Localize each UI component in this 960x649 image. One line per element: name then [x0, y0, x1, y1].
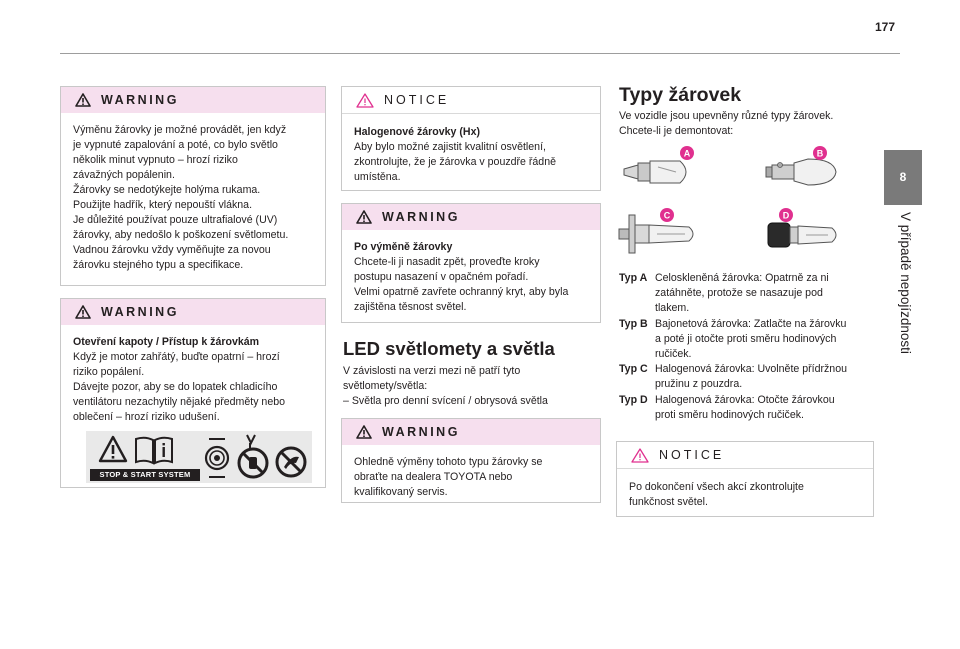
text-line: Vadnou žárovku vždy vyměňujte za novou	[73, 244, 271, 256]
type-key: Typ A	[619, 272, 648, 284]
warning-header	[342, 419, 600, 445]
text-line: Halogenová žárovka: Otočte žárovkou	[655, 393, 835, 406]
fan-hazard-icon	[204, 437, 230, 479]
text-line: Ve vozidle jsou upevněny různé typy žárovek.	[619, 110, 834, 122]
no-loose-clothing-icon	[274, 445, 308, 479]
bulb-types-title: Typy žárovek	[619, 84, 742, 106]
notice-triangle-icon	[631, 448, 649, 463]
text-line: oblečení – hrozí riziko udušení.	[73, 411, 220, 423]
led-section-title: LED světlomety a světla	[343, 338, 555, 359]
text-line: umístěna.	[354, 171, 401, 183]
bulb-type-b-illustration	[762, 145, 842, 195]
text-line: ručiček.	[655, 348, 692, 361]
notice-header	[617, 442, 873, 469]
bulb-type-d-illustration	[762, 205, 852, 263]
bulb-badge-c: C	[663, 210, 671, 221]
text-line: zajištěna těsnost světel.	[354, 301, 467, 313]
list-item	[619, 271, 881, 317]
warning-heading: Otevření kapoty / Přístup k žárovkám	[73, 336, 260, 348]
text-line: kvalifikovaný servis.	[354, 486, 448, 498]
type-key: Typ C	[619, 363, 648, 376]
text-line: proti směru hodinových ručiček.	[655, 408, 804, 421]
text-line: žárovku stejného typu a specifikace.	[73, 259, 244, 271]
text-line: zkontrolujte, že je žárovka v pouzdře řádně	[354, 156, 556, 168]
text-line: Žárovky se nedotýkejte holýma rukama.	[73, 184, 261, 196]
notice-triangle-icon	[356, 93, 374, 108]
warning-triangle-icon	[75, 305, 91, 319]
notice-box-check-lights	[616, 441, 874, 517]
text-line: Halogenová žárovka: Uvolněte přídržnou	[655, 363, 847, 376]
text-line: závažných popálenin.	[73, 169, 175, 181]
text-line: Dávejte pozor, aby se do lopatek chladicího	[73, 381, 278, 393]
notice-label: NOTICE	[384, 93, 450, 107]
hazard-pictogram-banner	[86, 431, 312, 483]
warning-triangle-icon	[356, 210, 372, 224]
bulb-badge-a: A	[683, 148, 691, 159]
warning-label: WARNING	[382, 425, 460, 439]
warning-label: WARNING	[101, 93, 179, 107]
text-line: Aby bylo možné zajistit kvalitní osvětlení,	[354, 141, 546, 153]
text-line: zatáhněte, protože se nasazuje pod	[655, 287, 823, 300]
type-key: Typ D	[619, 393, 648, 406]
text-line: Je důležité používat pouze ultrafialové (UV)	[73, 214, 278, 226]
top-divider	[60, 53, 900, 54]
warning-box-bulb-replacement	[60, 86, 326, 286]
text-line: riziko popálení.	[73, 366, 145, 378]
notice-box-halogen	[341, 86, 601, 191]
warning-label: WARNING	[382, 210, 460, 224]
text-line: Po dokončení všech akcí zkontrolujte	[629, 481, 804, 493]
notice-header	[342, 87, 600, 114]
list-item	[619, 362, 881, 392]
text-line: Když je motor zahřátý, buďte opatrní – hrozí	[73, 351, 280, 363]
text-line: Chcete-li je demontovat:	[619, 125, 734, 137]
warning-triangle-icon	[98, 435, 128, 463]
warning-box-led	[341, 418, 601, 503]
text-line: tlakem.	[655, 302, 690, 315]
warning-label: WARNING	[101, 305, 179, 319]
text-line: pružinu z pouzdra.	[655, 378, 743, 391]
stop-start-system-label: STOP & START SYSTEM	[90, 469, 200, 481]
warning-heading: Po výměně žárovky	[354, 241, 453, 253]
warning-triangle-icon	[356, 425, 372, 439]
bulb-types-list	[619, 271, 881, 423]
warning-triangle-icon	[75, 93, 91, 107]
text-line: Výměnu žárovky je možné provádět, jen když	[73, 124, 287, 136]
text-line: Celoskleněná žárovka: Opatrně za ni	[655, 272, 829, 284]
text-line: žárovky, aby nedošlo k poškození světlometu.	[73, 229, 289, 241]
text-line: a poté ji otočte proti směru hodinových	[655, 332, 837, 345]
text-line: Použijte hadřík, který nepouští vlákna.	[73, 199, 253, 211]
text-line: Chcete-li ji nasadit zpět, proveďte kroky	[354, 256, 540, 268]
no-hands-icon	[236, 433, 270, 481]
bulb-type-a-illustration	[618, 145, 698, 195]
list-item	[619, 317, 881, 363]
text-line: obraťte na dealera TOYOTA nebo	[354, 471, 513, 483]
text-line: je vypnuté zapalování a poté, co bylo světlo	[73, 139, 278, 151]
chapter-tab[interactable]: 8	[884, 150, 922, 205]
text-line: Ohledně výměny tohoto typu žárovky se	[354, 456, 543, 468]
bulb-badge-d: D	[782, 210, 790, 221]
page-number: 177	[875, 20, 896, 34]
warning-box-after-replacement	[341, 203, 601, 323]
type-key: Typ B	[619, 317, 648, 330]
warning-header	[61, 87, 325, 113]
text-line: V závislosti na verzi mezi ně patří tyto	[343, 365, 521, 377]
text-line: Velmi opatrně zavřete ochranný kryt, aby byla	[354, 286, 569, 298]
warning-header	[342, 204, 600, 230]
chapter-title: V případě nepojízdnosti	[898, 212, 913, 354]
notice-heading: Halogenové žárovky (Hx)	[354, 126, 480, 138]
text-line: světlomety/světla:	[343, 380, 428, 392]
text-line: ventilátoru nezachytily nějaké předměty nebo	[73, 396, 285, 408]
warning-header	[61, 299, 325, 325]
list-item	[619, 393, 881, 423]
text-line: několik minut vypnuto – hrozí riziko	[73, 154, 238, 166]
notice-label: NOTICE	[659, 448, 725, 462]
bulb-badge-b: B	[816, 148, 824, 159]
bulb-type-c-illustration	[615, 205, 705, 263]
text-line: funkčnost světel.	[629, 496, 708, 508]
text-line: postupu nasazení v opačném pořadí.	[354, 271, 529, 283]
manual-book-icon	[134, 435, 174, 465]
text-line: – Světla pro denní svícení / obrysová světla	[343, 395, 548, 407]
text-line: Bajonetová žárovka: Zatlačte na žárovku	[655, 317, 847, 330]
